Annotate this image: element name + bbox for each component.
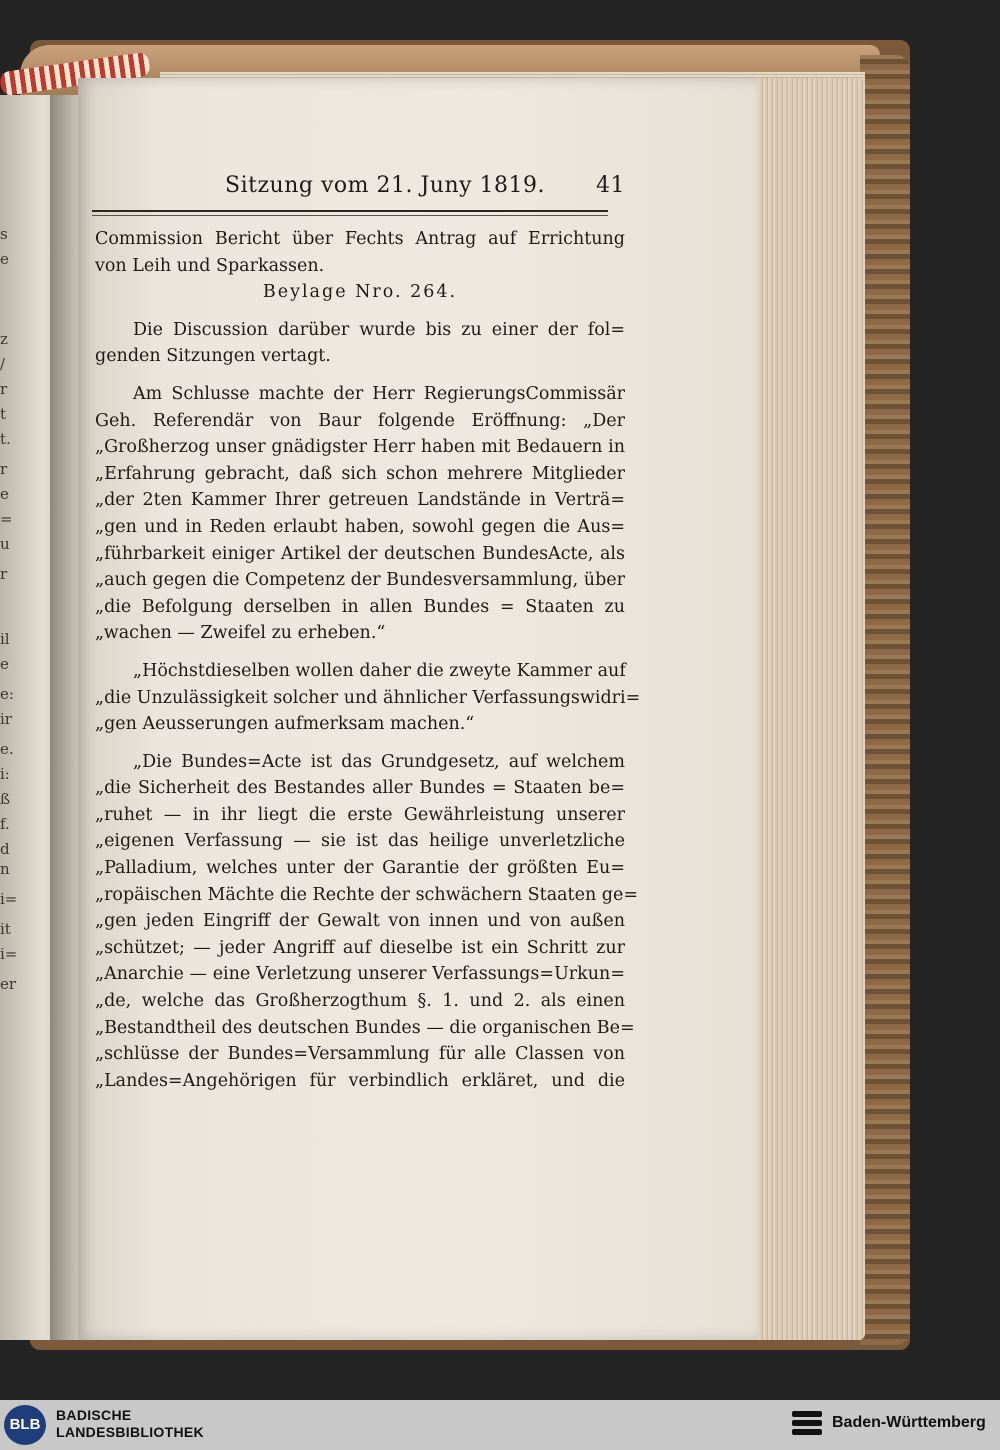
text-line: von Leih und Sparkassen. [95,255,325,276]
previous-page-fragment: e [0,250,9,268]
previous-page-fragment: e [0,485,9,503]
text-line: „Palladium, welches unter der Garantie der größten Eu= [95,858,625,879]
text-line: „Höchstdieselben wollen daher die zweyte Kammer auf [133,660,626,681]
text-line: „wachen — Zweifel zu erheben.“ [95,623,386,644]
text-line: genden Sitzungen vertagt. [95,346,331,367]
previous-page-fragment: i: [0,765,10,783]
previous-page-fragment: u [0,535,10,553]
previous-page-fragment: i= [0,890,18,908]
previous-page-fragment: e: [0,685,14,703]
text-line: „Die Bundes=Acte ist das Grundgesetz, auf welchem [133,751,625,772]
text-line: Die Discussion darüber wurde bis zu einer der fol= [133,319,625,340]
text-line: „führbarkeit einiger Artikel der deutschen BundesActe, als [95,543,625,564]
blb-logo-icon[interactable]: BLB [4,1405,46,1445]
previous-page-fragment: ir [0,710,12,728]
text-line: „ruhet — in ihr liegt die erste Gewährleistung unserer [95,804,625,825]
previous-page-fragment: r [0,460,8,478]
page-block [740,78,865,1340]
text-line: „ropäischen Mächte die Rechte der schwächern Staaten ge= [95,884,639,905]
state-name[interactable]: Baden-Württemberg [832,1414,986,1431]
running-head: Sitzung vom 21. Juny 1819. [225,173,546,198]
text-line: „eigenen Verfassung — sie ist das heilige unverletzliche [95,831,625,852]
text-line: „Bestandtheil des deutschen Bundes — die organischen Be= [95,1017,635,1038]
previous-page-fragment: t. [0,430,11,448]
text-line: „schützet; — jeder Angriff auf dieselbe ist ein Schritt zur [95,937,625,958]
previous-page-fragment: il [0,630,10,648]
text-line: „Landes=Angehörigen für verbindlich erkläret, und die [95,1070,625,1091]
previous-page-fragment: r [0,565,8,583]
previous-page-fragment: i= [0,945,18,963]
page-header [225,173,625,207]
header-rule [92,210,608,212]
previous-page-fragment: er [0,975,17,993]
appendix-reference: Beylage Nro. 264. [262,282,458,303]
previous-page-fragments [0,95,20,1340]
library-name[interactable] [56,1407,204,1441]
previous-page-fragment: = [0,510,13,528]
previous-page-fragment: f. [0,815,10,833]
previous-page-fragment: s [0,225,8,243]
text-line: „gen und in Reden erlaubt haben, sowohl gegen die Aus= [95,516,625,537]
previous-page-fragment: r [0,380,8,398]
text-line: „die Unzulässigkeit solcher und ähnlicher Verfassungswidri= [95,687,641,708]
text-line: „der 2ten Kammer Ihrer getreuen Landstände in Verträ= [95,490,625,511]
text-line: „de, welche das Großherzogthum §. 1. und 2. als einen [95,991,625,1012]
previous-page-fragment: e. [0,740,14,758]
library-name-line2: LANDESBIBLIOTHEK [56,1424,204,1440]
text-line: „Großherzog unser gnädigster Herr haben mit Bedauern in [95,437,625,458]
previous-page-fragment: ß [0,790,11,808]
previous-page-fragment: e [0,655,9,673]
previous-page-fragment: / [0,355,6,373]
footer-bar [0,1400,1000,1450]
text-line: „gen jeden Eingriff der Gewalt von innen und von außen [95,911,625,932]
text-line: „die Befolgung derselben in allen Bundes = Staaten zu [95,596,625,617]
previous-page-fragment: t [0,405,7,423]
text-line: „schlüsse der Bundes=Versammlung für alle Classen von [95,1044,625,1065]
text-line: „gen Aeusserungen aufmerksam machen.“ [95,714,475,735]
text-line: „auch gegen die Competenz der Bundesversammlung, über [95,570,625,591]
previous-page-fragment: d [0,840,10,858]
text-line: „Anarchie — eine Verletzung unserer Verfassungs=Urkun= [95,964,625,985]
previous-page-fragment: n [0,860,10,878]
baden-wuerttemberg-lions-icon [792,1408,822,1442]
text-line: Am Schlusse machte der Herr RegierungsCommissär [133,383,625,404]
page-number: 41 [596,173,625,198]
text-line: „die Sicherheit des Bestandes aller Bundes = Staaten be= [95,778,625,799]
text-line: Geh. Referendär von Baur folgende Eröffnung: „Der [95,410,625,431]
body-text [95,226,641,1094]
previous-page-fragment: z [0,330,8,348]
text-line: Commission Bericht über Fechts Antrag auf Errichtung [95,229,625,249]
library-name-line1: BADISCHE [56,1407,132,1423]
previous-page-fragment: it [0,920,11,938]
text-line: „Erfahrung gebracht, daß sich schon mehrere Mitglieder [95,463,625,484]
book-cover-edge [860,55,910,1345]
header-rule-thin [92,215,608,216]
